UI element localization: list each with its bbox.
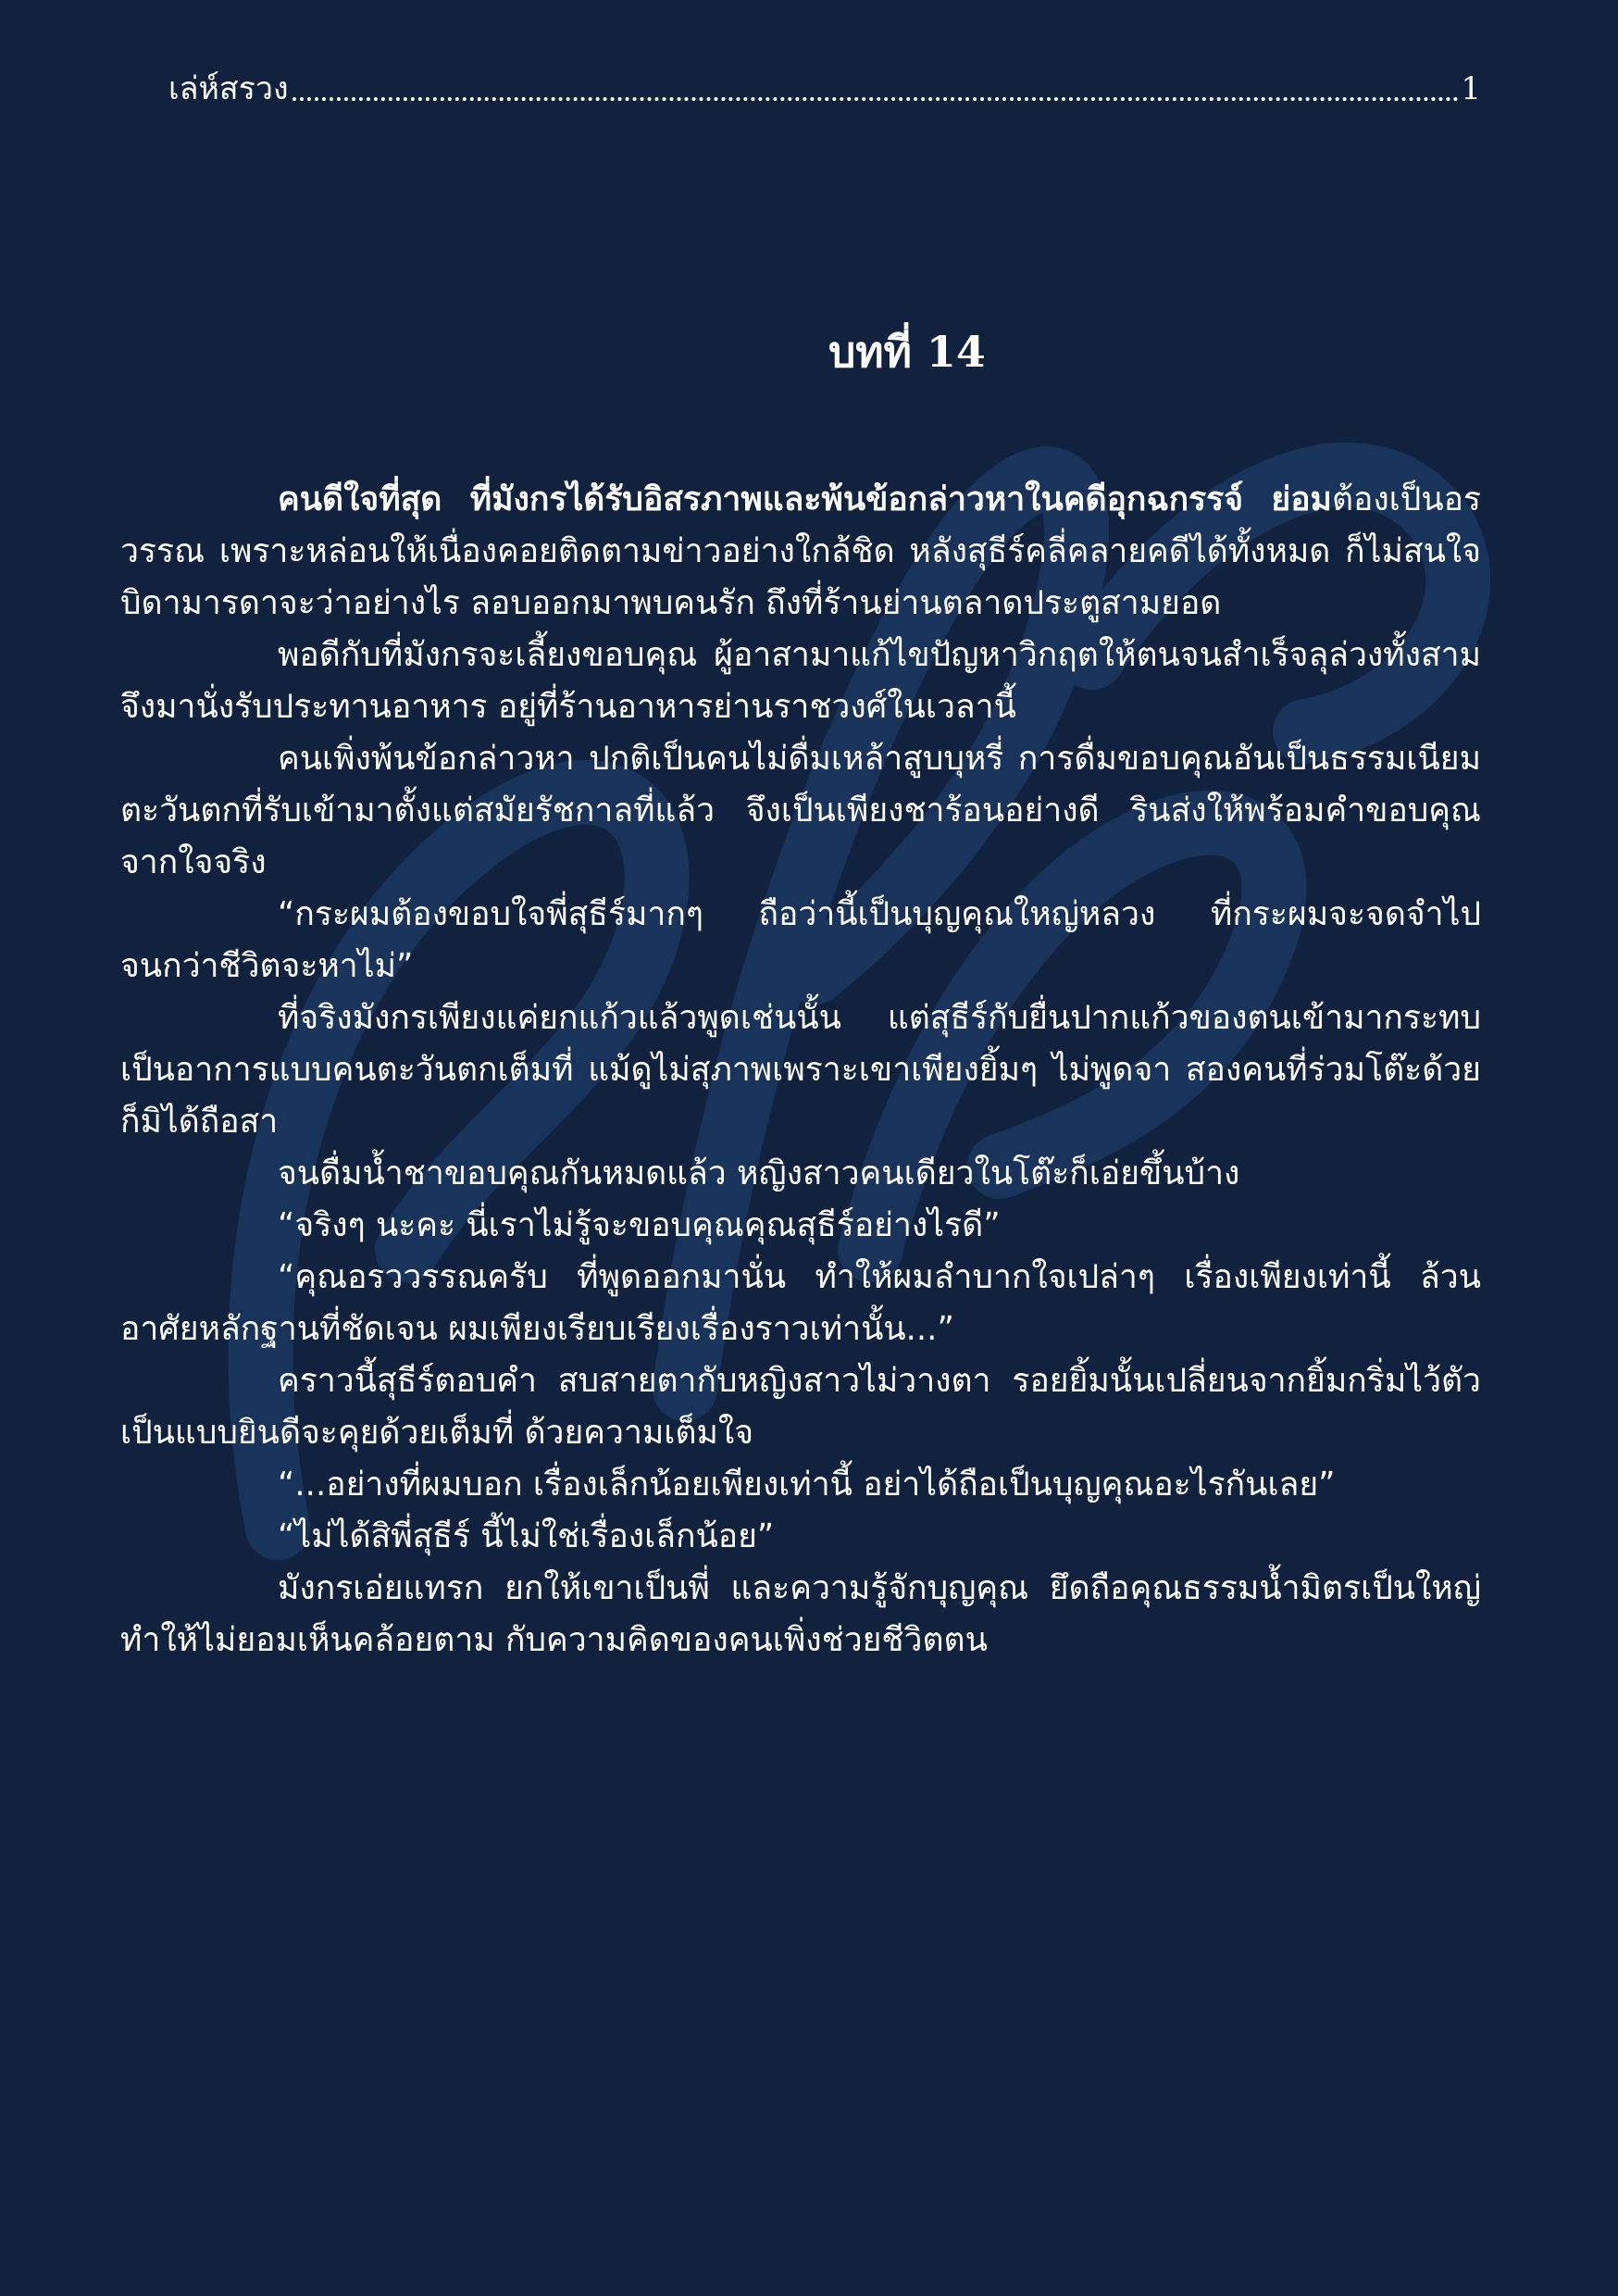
paragraph-text: ต้องเป็นอรวรรณ เพราะหล่อนให้เนื่องคอยติดตามข่าวอย่างใกล้ชิด หลังสุธีร์คลี่คลายคดีได้ทั้งหมด ก็ไม่สนใจบิดามารดาจะว่าอย่างไร ลอบออกมาพบคนรัก ถึงที่ร้านย่านตลาดประตูสามยอด <box>120 480 1481 622</box>
paragraph: มังกรเอ่ยแทรก ยกให้เขาเป็นพี่ และความรู้จักบุญคุณ ยึดถือคุณธรรมน้ำมิตรเป็นใหญ่ ทำให้ไม่ยอมเห็นคล้อยตาม กับความคิดของคนเพิ่งช่วยชีวิตตน <box>120 1569 1481 1659</box>
running-title: เล่ห์สรวง <box>168 70 289 107</box>
paragraph: พอดีกับที่มังกรจะเลี้ยงขอบคุณ ผู้อาสามาแก้ไขปัญหาวิกฤตให้ตนจนสำเร็จลุล่วงทั้งสามจึงมานั่งรับประทานอาหาร อยู่ที่ร้านอาหารย่านราชวงศ์ในเวลานี้ <box>120 636 1481 726</box>
page-number: 1 <box>1461 70 1481 107</box>
paragraph: “คุณอรววรรณครับ ที่พูดออกมานั่น ทำให้ผมลำบากใจเปล่าๆ เรื่องเพียงเท่านี้ ล้วนอาศัยหลักฐานที่ชัดเจน ผมเพียงเรียบเรียงเรื่องราวเท่านั้น...” <box>120 1258 1481 1348</box>
paragraph: จนดื่มน้ำชาขอบคุณกันหมดแล้ว หญิงสาวคนเดียวในโต๊ะก็เอ่ยขึ้นบ้าง <box>278 1154 1240 1192</box>
chapter-title: บทที่ 14 <box>828 327 986 377</box>
running-header <box>168 67 1481 111</box>
paragraph: ที่จริงมังกรเพียงแค่ยกแก้วแล้วพูดเช่นนั้น แต่สุธีร์กับยื่นปากแก้วของตนเข้ามากระทบ เป็นอาการแบบคนตะวันตกเต็มที่ แม้ดูไม่สุภาพเพราะเขาเพียงยิ้มๆ ไม่พูดจา สองคนที่ร่วมโต๊ะด้วยก็มิได้ถือสา <box>120 999 1481 1141</box>
paragraph: “จริงๆ นะคะ นี่เราไม่รู้จะขอบคุณคุณสุธีร์อย่างไรดี” <box>278 1206 1001 1244</box>
paragraph: “...อย่างที่ผมบอก เรื่องเล็กน้อยเพียงเท่านี้ อย่าได้ถือเป็นบุญคุณอะไรกันเลย” <box>278 1466 1336 1504</box>
paragraph: คราวนี้สุธีร์ตอบคำ สบสายตากับหญิงสาวไม่วางตา รอยยิ้มนั้นเปลี่ยนจากยิ้มกริ่มไว้ตัว เป็นแบบยินดีจะคุยด้วยเต็มที่ ด้วยความเต็มใจ <box>120 1362 1481 1452</box>
paragraph: “กระผมต้องขอบใจพี่สุธีร์มากๆ ถือว่านี้เป็นบุญคุณใหญ่หลวง ที่กระผมจะจดจำไปจนกว่าชีวิตจะหาไม่” <box>120 895 1481 985</box>
paragraph <box>120 474 1481 630</box>
paragraph: “ไม่ได้สิพี่สุธีร์ นี้ไม่ใช่เรื่องเล็กน้อย” <box>278 1517 775 1555</box>
paragraph-lead: คนดีใจที่สุด ที่มังกรได้รับอิสรภาพและพ้นข้อกล่าวหาในคดีอุกฉกรรจ์ ย่อม <box>278 480 1332 518</box>
paragraph: คนเพิ่งพ้นข้อกล่าวหา ปกติเป็นคนไม่ดื่มเหล้าสูบบุหรี่ การดื่มขอบคุณอันเป็นธรรมเนียมตะวันตกที่รับเข้ามาตั้งแต่สมัยรัชกาลที่แล้ว จึงเป็นเพียงชาร้อนอย่างดี รินส่งให้พร้อมคำขอบคุณจากใจจริง <box>120 740 1481 881</box>
leader-dots <box>292 97 1460 101</box>
chapter-body <box>120 474 1481 1666</box>
